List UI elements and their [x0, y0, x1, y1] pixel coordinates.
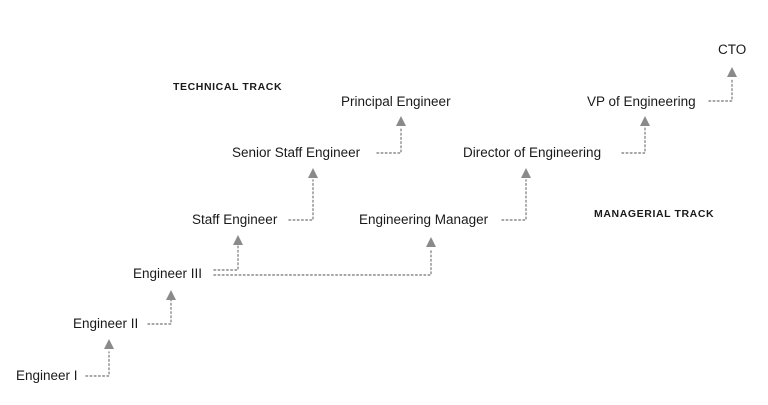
role-director-of-engineering: Director of Engineering: [463, 145, 602, 160]
connector-eng2-to-eng3: [148, 300, 171, 324]
role-cto: CTO: [718, 42, 747, 57]
connector-vp-to-cto: [709, 78, 732, 101]
arrowhead-staff: [233, 235, 243, 245]
arrowhead-cto: [727, 67, 737, 77]
connector-senior-staff-to-principal: [377, 127, 401, 153]
arrowhead-director: [521, 168, 531, 178]
arrowhead-eng2: [104, 339, 114, 349]
connector-eng1-to-eng2: [86, 352, 109, 376]
role-principal-engineer: Principal Engineer: [341, 94, 451, 109]
role-engineering-manager: Engineering Manager: [359, 212, 489, 227]
connector-staff-to-senior-staff: [289, 180, 313, 220]
connector-eng3-to-manager: [214, 249, 431, 275]
role-engineer-1: Engineer I: [16, 368, 78, 383]
arrowhead-vp: [640, 116, 650, 126]
managerial-track-heading: MANAGERIAL TRACK: [594, 208, 715, 220]
role-staff-engineer: Staff Engineer: [192, 212, 278, 227]
technical-track-heading: TECHNICAL TRACK: [173, 81, 283, 93]
arrowhead-eng3: [166, 290, 176, 300]
arrowhead-manager: [426, 237, 436, 247]
role-engineer-2: Engineer II: [73, 316, 139, 331]
role-vp-of-engineering: VP of Engineering: [587, 94, 696, 109]
connector-eng3-to-staff: [214, 246, 238, 270]
arrowhead-principal: [396, 116, 406, 126]
connector-director-to-vp: [622, 127, 645, 153]
role-engineer-3: Engineer III: [133, 266, 203, 281]
arrowhead-senior-staff: [308, 168, 318, 178]
role-senior-staff-engineer: Senior Staff Engineer: [232, 145, 361, 160]
connector-manager-to-director: [502, 180, 526, 220]
